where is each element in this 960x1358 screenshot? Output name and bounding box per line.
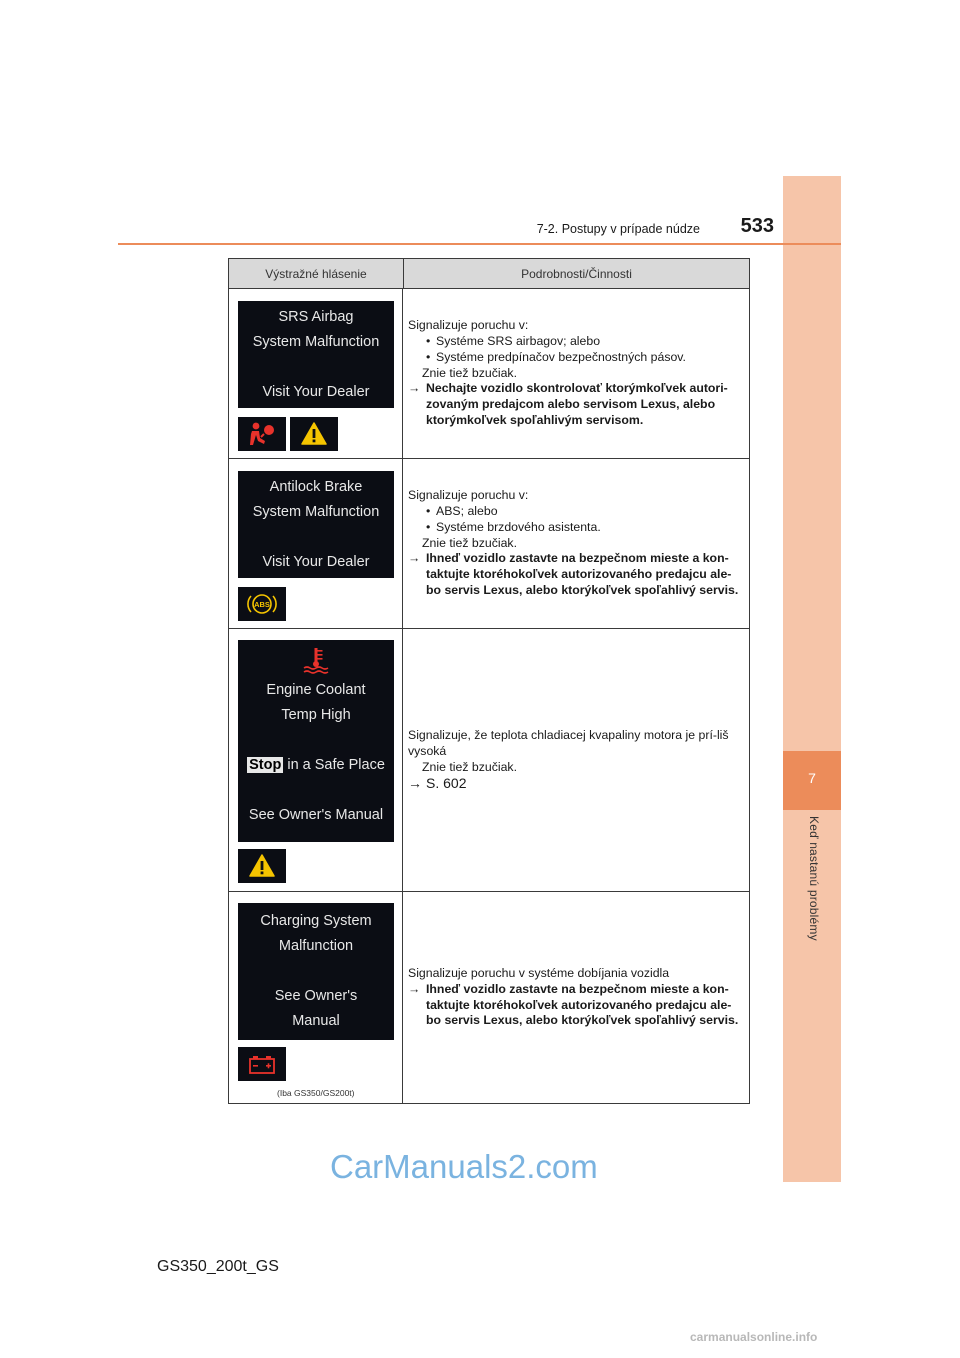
- display-line: System Malfunction: [252, 333, 380, 350]
- warning-cell: [229, 289, 403, 458]
- display-line: SRS Airbag: [278, 308, 354, 325]
- display-line: Malfunction: [278, 938, 354, 954]
- chapter-title: Keď nastanú problémy: [807, 816, 821, 941]
- warning-triangle-icon: [301, 422, 327, 446]
- arrow-icon: →: [408, 774, 422, 791]
- details-text: [408, 318, 743, 429]
- chapter-side-tab: [783, 176, 841, 1182]
- table-row: [229, 289, 749, 459]
- page-reference: → S. 602: [408, 774, 467, 791]
- column-header-details: Podrobnosti/Činnosti: [521, 266, 632, 281]
- table-row: [229, 892, 749, 1103]
- stop-tag: Stop: [249, 757, 282, 773]
- display-line: Stop in a Safe Place: [249, 757, 385, 773]
- table-row: [229, 459, 749, 629]
- airbag-icon: [247, 421, 277, 447]
- display-line: Manual: [292, 1013, 340, 1029]
- model-footnote: (Iba GS350/GS200t): [277, 1088, 355, 1098]
- warning-indicator: [238, 849, 286, 883]
- warning-cell: [229, 459, 403, 628]
- arrow-icon: →: [408, 981, 421, 996]
- svg-text:ABS: ABS: [254, 600, 270, 609]
- section-title: 7-2. Postupy v prípade núdze: [536, 222, 700, 236]
- description-text: Signalizuje, že teplota chladiacej kvapaliny motora je prí-liš vysoká: [408, 728, 729, 759]
- column-header-warning: Výstražné hlásenie: [229, 259, 404, 288]
- display-line: Engine Coolant: [266, 682, 366, 698]
- display-message: [238, 471, 394, 578]
- abs-icon: [245, 591, 279, 617]
- arrow-icon: →: [408, 381, 421, 396]
- display-message: [238, 903, 394, 1040]
- buzzer-note: Znie tiež bzučiak.: [422, 535, 518, 550]
- display-line: Antilock Brake: [269, 478, 363, 495]
- intro-text: Signalizuje poruchu v:: [408, 488, 529, 503]
- intro-text: Signalizuje poruchu v:: [408, 318, 529, 333]
- action-text: → Ihneď vozidlo zastavte na bezpečnom mieste a kon-taktujte ktoréhokoľvek autorizovaného predajcu ale-bo servis Lexus, alebo ktorýkoľvek spoľahlivý servis.: [408, 551, 739, 597]
- battery-indicator: [238, 1047, 286, 1081]
- action-text: → Nechajte vozidlo skontrolovať ktorýmkoľvek autori-zovaným predajcom alebo servisom Lexus, alebo ktorýmkoľvek spoľahlivým servisom.: [408, 381, 728, 427]
- battery-icon: [247, 1053, 277, 1075]
- model-code: GS350_200t_GS: [157, 1258, 279, 1275]
- details-text: [408, 728, 743, 791]
- display-line: Temp High: [281, 707, 351, 723]
- action-text: → Ihneď vozidlo zastavte na bezpečnom mieste a kon-taktujte ktoréhokoľvek autorizovaného predajcu ale-bo servis Lexus, alebo ktorýkoľvek spoľahlivý servis.: [408, 981, 739, 1028]
- details-text: [408, 488, 743, 599]
- table-row: [229, 629, 749, 892]
- buzzer-note: Znie tiež bzučiak.: [422, 760, 518, 774]
- display-line: See Owner's: [274, 988, 358, 1004]
- details-text: [408, 966, 743, 1029]
- buzzer-note: Znie tiež bzučiak.: [422, 365, 518, 380]
- bullet-item: • Systéme brzdového asistenta.: [408, 520, 743, 536]
- warning-cell: [229, 629, 403, 891]
- display-line: Charging System: [260, 913, 372, 929]
- airbag-indicator: [238, 417, 286, 451]
- display-line: System Malfunction: [252, 503, 380, 520]
- coolant-temp-icon: [301, 646, 331, 674]
- watermark-logo: CarManuals2.com: [330, 1148, 598, 1185]
- warning-cell: [229, 892, 403, 1103]
- bullet-item: • Systéme SRS airbagov; alebo: [408, 334, 743, 350]
- display-message: [238, 301, 394, 408]
- display-line: Visit Your Dealer: [262, 553, 370, 570]
- arrow-icon: →: [408, 551, 421, 566]
- abs-indicator: [238, 587, 286, 621]
- display-line: Visit Your Dealer: [262, 383, 370, 400]
- display-line: See Owner's Manual: [248, 807, 384, 823]
- bullet-item: • Systéme predpínačov bezpečnostných pásov.: [408, 350, 743, 366]
- page-number: 533: [740, 215, 774, 237]
- description-text: Signalizuje poruchu v systéme dobíjania vozidla: [408, 965, 670, 980]
- table-header: [229, 259, 749, 289]
- warning-triangle-icon: [249, 854, 275, 878]
- display-message: [238, 640, 394, 842]
- bullet-item: • ABS; alebo: [408, 504, 743, 520]
- warning-messages-table: [228, 258, 750, 1104]
- chapter-number: 7: [808, 770, 816, 786]
- header-rule: [118, 243, 841, 245]
- warning-indicator: [290, 417, 338, 451]
- watermark-text: carmanualsonline.info: [690, 1330, 818, 1344]
